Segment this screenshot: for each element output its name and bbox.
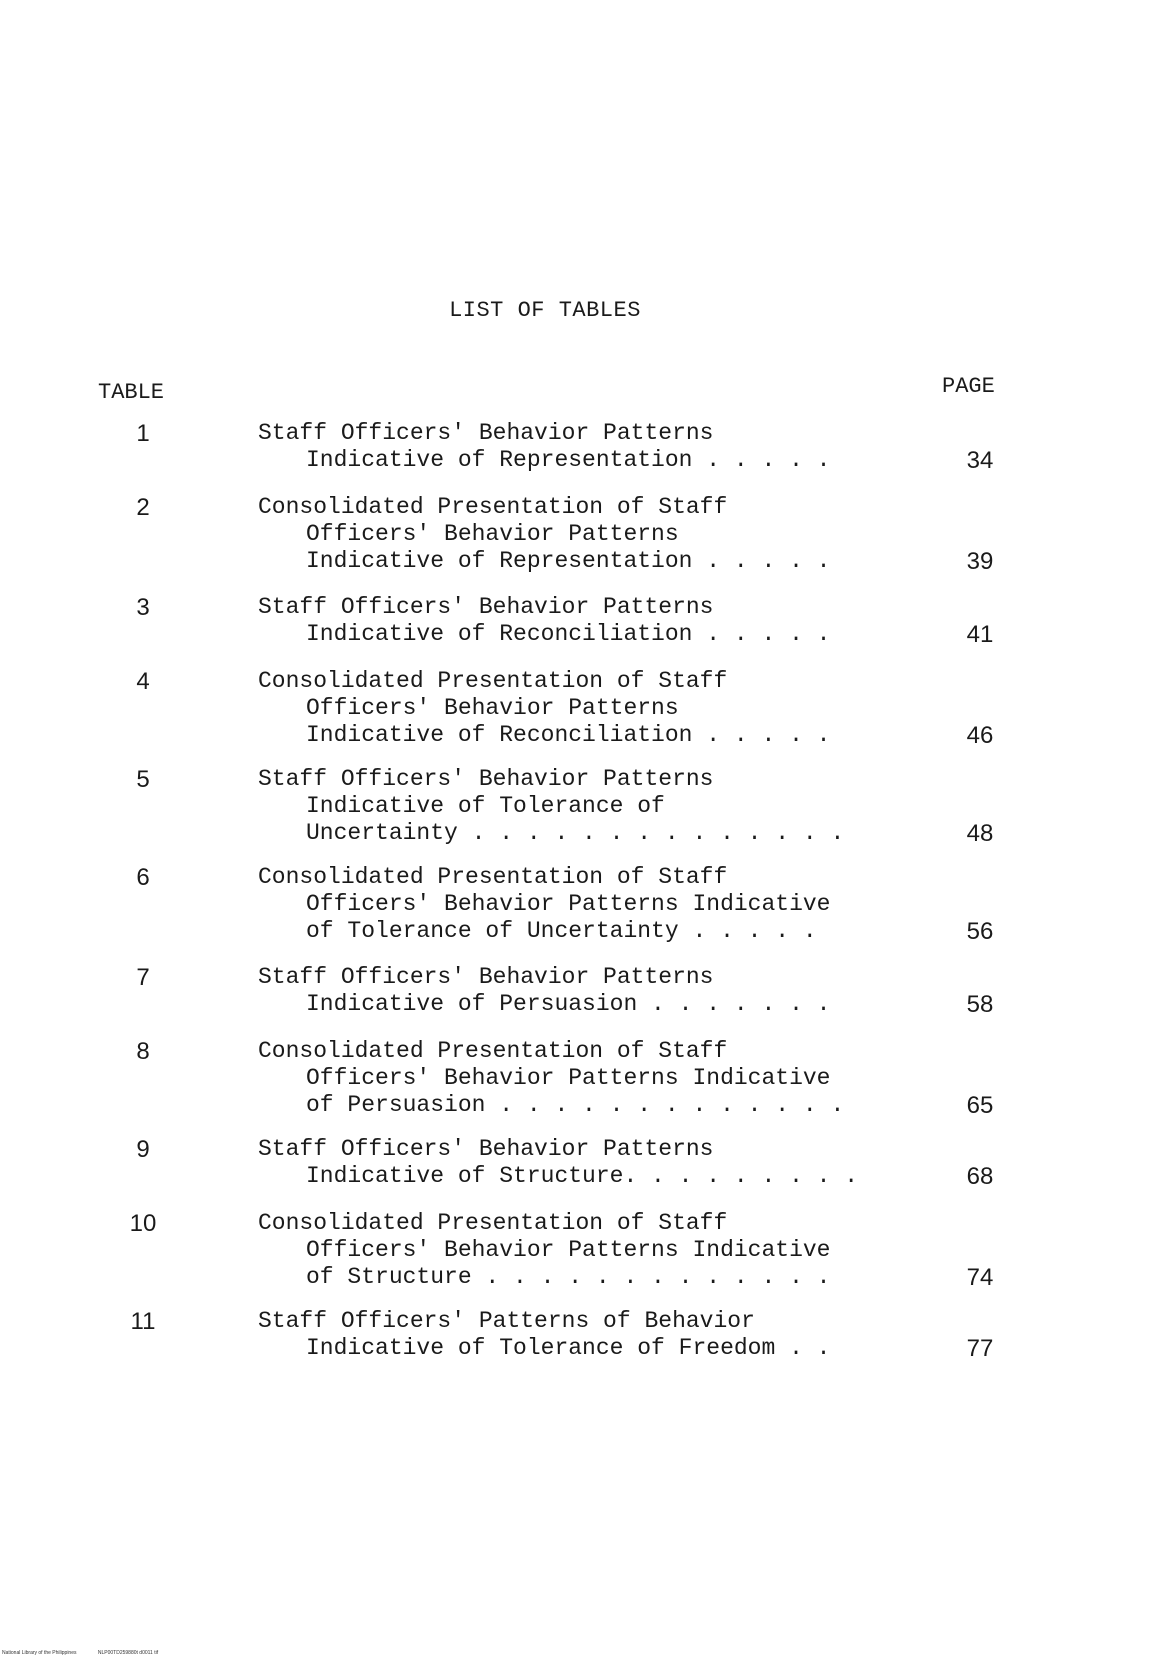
caption-line: Officers' Behavior Patterns Indicative bbox=[306, 891, 831, 917]
caption-line: of Tolerance of Uncertainty . . . . . bbox=[306, 918, 817, 944]
table-number: 6 bbox=[136, 864, 150, 891]
page-number: 48 bbox=[966, 820, 994, 847]
caption-line: Consolidated Presentation of Staff bbox=[258, 1038, 728, 1064]
table-caption bbox=[258, 494, 831, 575]
table-caption bbox=[258, 668, 831, 749]
table-number: 3 bbox=[136, 594, 150, 621]
caption-line: Officers' Behavior Patterns Indicative bbox=[306, 1065, 831, 1091]
page-number: 41 bbox=[966, 621, 994, 648]
table-number: 8 bbox=[136, 1038, 150, 1065]
page-title: LIST OF TABLES bbox=[449, 298, 641, 323]
caption-line: Uncertainty . . . . . . . . . . . . . . bbox=[306, 820, 845, 846]
table-number: 9 bbox=[136, 1136, 150, 1163]
page-number: 34 bbox=[966, 447, 994, 474]
caption-line: Officers' Behavior Patterns bbox=[306, 521, 679, 547]
table-caption bbox=[258, 766, 844, 847]
caption-line: Consolidated Presentation of Staff bbox=[258, 1210, 728, 1236]
caption-line: Staff Officers' Behavior Patterns bbox=[258, 1136, 714, 1162]
table-caption bbox=[258, 1308, 831, 1362]
table-number: 4 bbox=[136, 668, 150, 695]
page-number: 39 bbox=[966, 548, 994, 575]
caption-line: Indicative of Reconciliation . . . . . bbox=[306, 621, 831, 647]
table-caption bbox=[258, 864, 831, 945]
page-number: 77 bbox=[966, 1335, 994, 1362]
caption-line: Consolidated Presentation of Staff bbox=[258, 668, 728, 694]
caption-line: Officers' Behavior Patterns Indicative bbox=[306, 1237, 831, 1263]
caption-line: of Persuasion . . . . . . . . . . . . . bbox=[306, 1092, 845, 1118]
footer-filename: NLP00TD259880t d0011 tif bbox=[97, 1650, 159, 1656]
caption-line: of Structure . . . . . . . . . . . . . bbox=[306, 1264, 831, 1290]
table-number: 11 bbox=[130, 1308, 156, 1335]
caption-line: Consolidated Presentation of Staff bbox=[258, 864, 728, 890]
page-number: 65 bbox=[966, 1092, 994, 1119]
table-caption bbox=[258, 1210, 831, 1291]
footer bbox=[2, 1650, 178, 1656]
page-number: 56 bbox=[966, 918, 994, 945]
caption-line: Staff Officers' Behavior Patterns bbox=[258, 964, 714, 990]
page-number: 74 bbox=[966, 1264, 994, 1291]
caption-line: Staff Officers' Behavior Patterns bbox=[258, 420, 714, 446]
caption-line: Staff Officers' Behavior Patterns bbox=[258, 594, 714, 620]
caption-line: Indicative of Persuasion . . . . . . . bbox=[306, 991, 831, 1017]
table-number: 10 bbox=[129, 1210, 157, 1237]
caption-line: Staff Officers' Patterns of Behavior bbox=[258, 1308, 755, 1334]
caption-line: Indicative of Structure. . . . . . . . . bbox=[306, 1163, 859, 1189]
caption-line: Staff Officers' Behavior Patterns bbox=[258, 766, 714, 792]
table-caption bbox=[258, 1136, 858, 1190]
caption-line: Indicative of Tolerance of bbox=[306, 793, 665, 819]
table-caption bbox=[258, 594, 831, 648]
caption-line: Officers' Behavior Patterns bbox=[306, 695, 679, 721]
caption-line: Indicative of Reconciliation . . . . . bbox=[306, 722, 831, 748]
table-caption bbox=[258, 964, 831, 1018]
caption-line: Indicative of Representation . . . . . bbox=[306, 548, 831, 574]
table-caption bbox=[258, 420, 831, 474]
caption-line: Indicative of Tolerance of Freedom . . bbox=[306, 1335, 831, 1361]
page-number: 58 bbox=[966, 991, 994, 1018]
caption-line: Consolidated Presentation of Staff bbox=[258, 494, 728, 520]
table-caption bbox=[258, 1038, 844, 1119]
page-number: 68 bbox=[966, 1163, 994, 1190]
page-column-header: PAGE bbox=[942, 374, 995, 399]
page-number: 46 bbox=[966, 722, 994, 749]
table-number: 1 bbox=[136, 420, 150, 447]
table-column-header: TABLE bbox=[98, 380, 165, 405]
footer-library: National Library of the Philippines bbox=[2, 1650, 77, 1656]
table-number: 2 bbox=[136, 494, 150, 521]
caption-line: Indicative of Representation . . . . . bbox=[306, 447, 831, 473]
table-number: 5 bbox=[136, 766, 150, 793]
table-number: 7 bbox=[136, 964, 150, 991]
